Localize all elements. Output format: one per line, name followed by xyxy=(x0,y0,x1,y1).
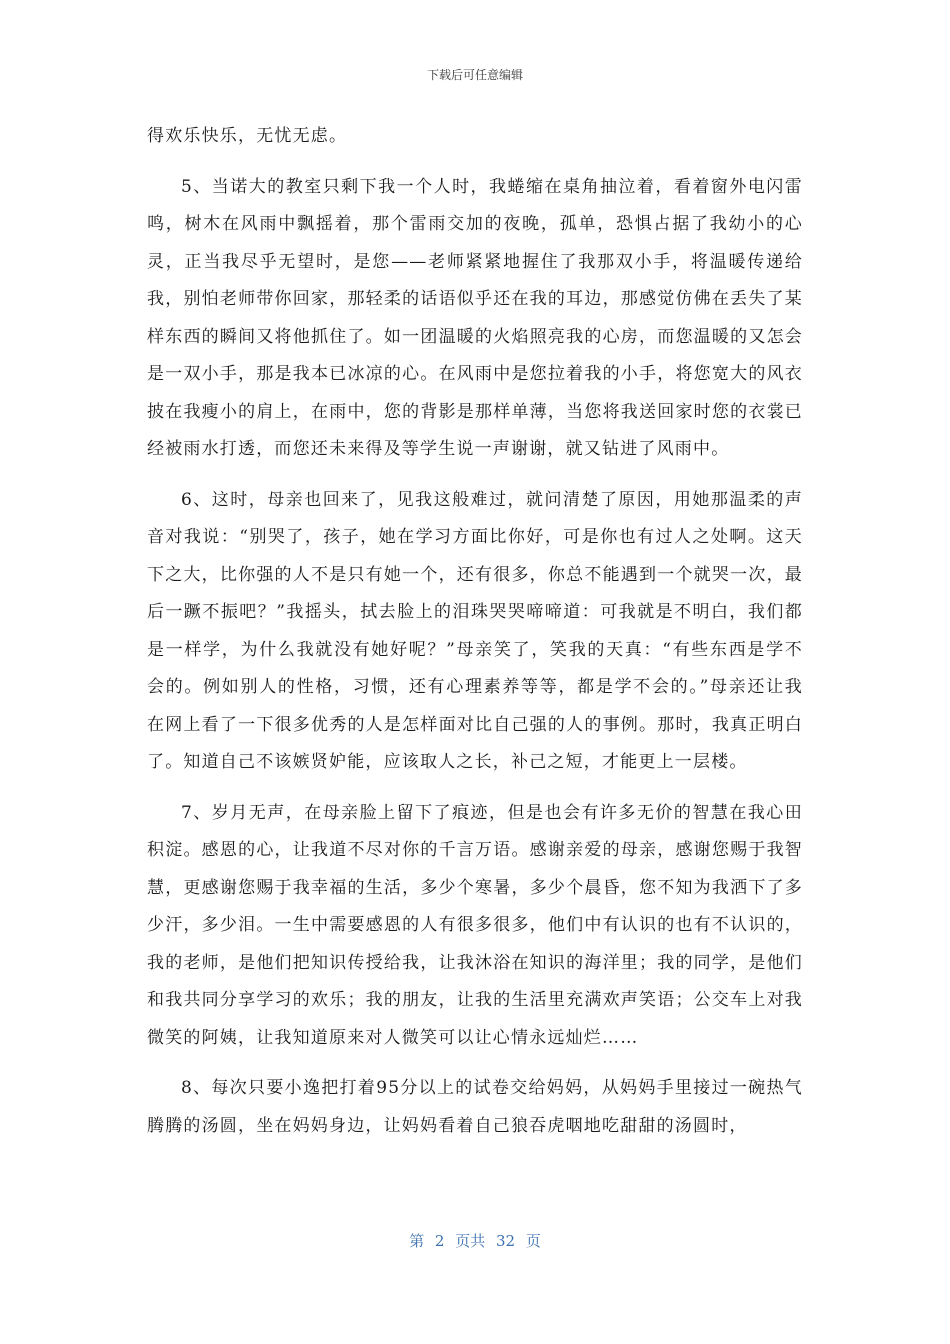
paragraph-5: 5、当诺大的教室只剩下我一个人时，我蜷缩在桌角抽泣着，看着窗外电闪雷鸣，树木在风雨中飘摇着，那个雷雨交加的夜晚，孤单，恐惧占据了我幼小的心灵，正当我尽乎无望时，是您——老师紧紧地握住了我那双小手，将温暖传递给我，别怕老师带你回家，那轻柔的话语似乎还在我的耳边，那感觉仿佛在丢失了某样东西的瞬间又将他抓住了。如一团温暖的火焰照亮我的心房，而您温暖的又怎会是一双小手，那是我本已冰凉的心。在风雨中是您拉着我的小手，将您宽大的风衣披在我瘦小的肩上，在雨中，您的背影是那样单薄，当您将我送回家时您的衣裳已经被雨水打透，而您还未来得及等学生说一声谢谢，就又钻进了风雨中。 xyxy=(147,176,803,459)
page-number-footer: 第 2 页共 32 页 xyxy=(409,1232,541,1250)
paragraph-continuation: 得欢乐快乐，无忧无虑。 xyxy=(147,126,348,146)
page-header: 下载后可任意编辑 xyxy=(426,68,523,82)
document-body xyxy=(147,118,803,1158)
paragraph-6: 6、这时，母亲也回来了，见我这般难过，就问清楚了原因，用她那温柔的声音对我说：“别哭了，孩子，她在学习方面比你好，可是你也有过人之处啊。这天下之大，比你强的人不是只有她一个，还有很多，你总不能遇到一个就哭一次，最后一蹶不振吧？”我摇头，拭去脸上的泪珠哭哭啼啼道：可我就是不明白，我们都是一样学，为什么我就没有她好呢？”母亲笑了，笑我的天真：“有些东西是学不会的。例如别人的性格，习惯，还有心理素养等等，都是学不会的。”母亲还让我在网上看了一下很多优秀的人是怎样面对比自己强的人的事例。那时，我真正明白了。知道自己不该嫉贤妒能，应该取人之长，补己之短，才能更上一层楼。 xyxy=(147,489,803,772)
paragraph-7: 7、岁月无声，在母亲脸上留下了痕迹，但是也会有许多无价的智慧在我心田积淀。感恩的心，让我道不尽对你的千言万语。感谢亲爱的母亲，感谢您赐于我智慧，更感谢您赐于我幸福的生活，多少个寒暑，多少个晨昏，您不知为我洒下了多少汗，多少泪。一生中需要感恩的人有很多很多，他们中有认识的也有不认识的，我的老师，是他们把知识传授给我，让我沐浴在知识的海洋里；我的同学，是他们和我共同分享学习的欢乐；我的朋友，让我的生活里充满欢声笑语；公交车上对我微笑的阿姨，让我知道原来对人微笑可以让心情永远灿烂…… xyxy=(147,802,803,1048)
paragraph-8: 8、每次只要小逸把打着95分以上的试卷交给妈妈，从妈妈手里接过一碗热气腾腾的汤圆，坐在妈妈身边，让妈妈看着自己狼吞虎咽地吃甜甜的汤圆时， xyxy=(147,1078,803,1136)
